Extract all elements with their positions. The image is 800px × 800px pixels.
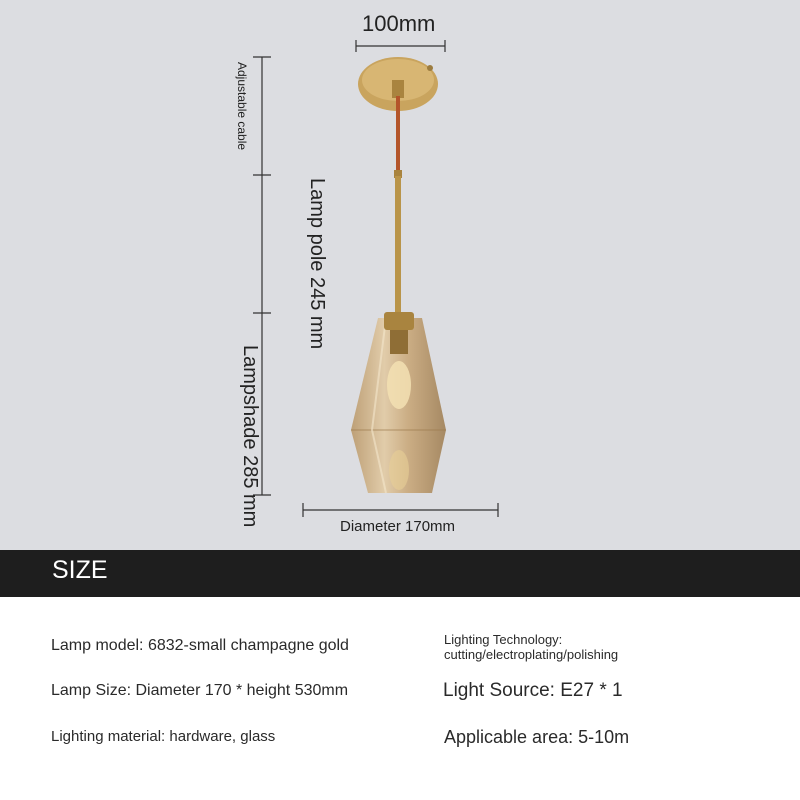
spec-lamp-model: Lamp model: 6832-small champagne gold — [51, 637, 349, 654]
lamp-socket — [384, 312, 414, 330]
section-title: SIZE — [52, 556, 108, 584]
top-width-label: 100mm — [362, 11, 436, 36]
spec-applicable-area: Applicable area: 5-10m — [444, 727, 630, 747]
lampshade-label: Lampshade 285 mm — [239, 345, 261, 528]
diameter-label: Diameter 170mm — [340, 518, 456, 535]
spec-technology-label: Lighting Technology: — [444, 632, 563, 647]
adjustable-cable-label: Adjustable cable — [235, 62, 249, 151]
size-section-header — [0, 550, 800, 597]
light-bulb — [387, 361, 411, 409]
spec-lamp-size: Lamp Size: Diameter 170 * height 530mm — [51, 682, 349, 699]
spec-material: Lighting material: hardware, glass — [51, 728, 276, 745]
spec-technology-value: cutting/electroplating/polishing — [444, 647, 619, 662]
lamp-pole — [395, 176, 401, 316]
spec-light-source: Light Source: E27 * 1 — [443, 680, 623, 701]
lamp-pole-label: Lamp pole 245 mm — [306, 178, 328, 350]
